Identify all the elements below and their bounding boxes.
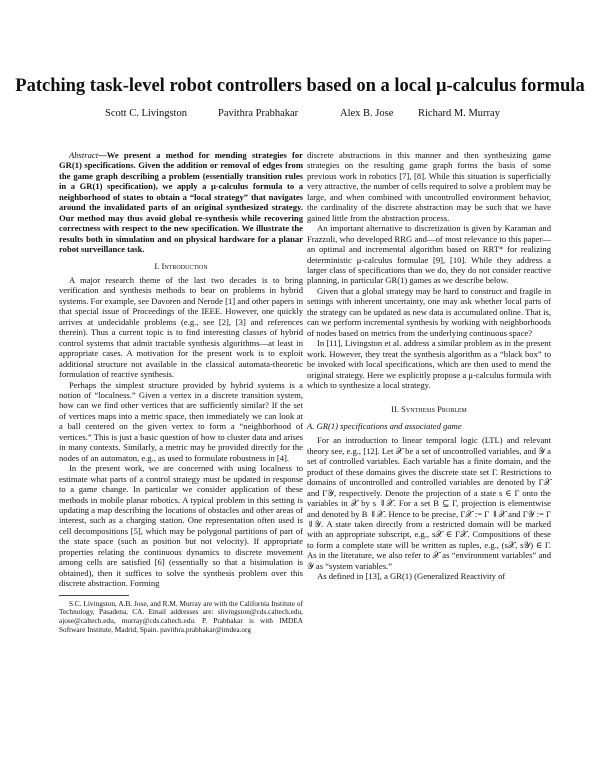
abstract-label: Abstract xyxy=(69,150,99,160)
body-paragraph: Given that a global strategy may be hard to construct and fragile in settings with inherent uncertainty, one may ask whether local parts of the strategy can be updated as new data is accumulated online. That is, can we perform incremental synthesis by working with neighborhoods of nodes based on metrics from the underlying continuous space? xyxy=(307,285,551,338)
abstract-dash: — xyxy=(98,150,107,160)
body-paragraph: Perhaps the simplest structure provided by hybrid systems is a notion of “localness.” Given a vertex in a discrete transition system, how can we find other vertices that are sufficiently similar? If the set of vertices maps into a metric space, then immediately we can look at a ball centered on the given vertex to form a “neighborhood of vertices.” This is just a basic question of how to cluster data and arises in many contexts. Similarly, a metric may be provided directly for the nodes of an automaton, e.g., as used to formulate robustness in [4]. xyxy=(59,379,303,463)
section-heading-introduction: I. Introduction xyxy=(154,260,208,271)
left-column xyxy=(59,150,303,635)
body-paragraph: As defined in [13], a GR(1) (Generalized Reactivity of xyxy=(317,571,506,582)
paper-title: Patching task-level robot controllers based on a local μ-calculus formula xyxy=(15,76,585,96)
body-paragraph: In [11], Livingston et al. address a similar problem as in the present work. However, they treat the synthesis algorithm as a “black box” to be invoked with local specifications, which are then used to mend the original strategy. Here we explicitly propose a μ-calculus formula with which to synthesize a local strategy. xyxy=(307,338,551,390)
body-paragraph: A major research theme of the last two decades is to bring verification and synthesis methods to bear on problems in hybrid systems. For example, see Davoren and Nerode [1] and other papers in that special issue of Proceedings of the IEEE. However, one quickly arrives at undecidable problems (e.g., see [2], [3] and references therein). Thus a current topic is to find interesting classes of hybrid control systems that admit tractable synthesis algorithms—at least in appropriate cases. A motivation for the present work is to exploit additional structure not available in the classical automata-theoretic formulation of reactive synthesis. xyxy=(59,274,303,380)
section-heading-synthesis-problem: II. Synthesis Problem xyxy=(391,404,467,415)
body-paragraph: In the present work, we are concerned with using localness to estimate what parts of a control strategy must be updated in response to a game change. In particular we consider application of these methods in mobile planar robotics. A typical problem in this setting is updating a map describing the locations of obstacles and other areas of interest, such as a charging station. One representation often used is cell decompositions [5], which may be polygonal partitions of part of the state space (such as position but not velocity). If appropriate properties relating the continuous dynamics to discrete movement among cells are satisfied [6] (essentially so that a bisimulation is obtained), then it suffices to solve the synthesis problem over this discrete abstraction. Forming xyxy=(59,463,303,589)
body-paragraph: For an introduction to linear temporal logic (LTL) and relevant theory see, e.g., [12]. Let 𝒳 be a set of uncontrolled variables, and 𝒴 a set of controlled variables. Each variable has a finite domain, and the product of these domains gives the discrete state set Γ. Restrictions to domains of uncontrolled and controlled variables are denoted by Γ𝒳 and Γ𝒴, respectively. Denote the projection of a state s ∈ Γ onto the variables in 𝒳 by s ⇓𝒳. For a set B ⊆ Γ, projection is elementwise and denoted by B ⇓𝒳. Hence to be precise, Γ𝒳 := Γ ⇓𝒳 and Γ𝒴 := Γ ⇓𝒴. A state taken directly from a restricted domain will be marked with an appropriate subscript, e.g., s𝒳 ∈ Γ𝒳. Compositions of these to form a complete state will be written as tuples, e.g., (s𝒳, s𝒴) ∈ Γ. As in the literature, we also refer to 𝒳 as “environment variables” and 𝒴 as “system variables.” xyxy=(307,435,551,571)
author-affiliation-footnote: S.C. Livingston, A.B. Jose, and R.M. Murray are with the California Institute of Technology, Pasadena, CA. Email addresses are: slivingston@cds.caltech.edu, ajose@caltech.edu, murray@cds.caltech.edu. P. Prabhakar is with IMDEA Software Institute, Madrid, Spain. pavithra.prabhakar@imdea.org xyxy=(59,598,303,635)
body-paragraph: An important alternative to discretization is given by Karaman and Frazzoli, who developed RRG and—of most relevance to this paper—an optimal and incremental algorithm based on RRT* for realizing deterministic μ-calculus formulae [9], [10]. While they address a larger class of specifications than we do, they do not consider reactive planning, in particular GR(1) games as we describe below. xyxy=(307,223,551,286)
footnote-divider xyxy=(59,595,129,596)
author-name: Richard M. Murray xyxy=(418,108,500,119)
abstract-text: We present a method for mending strategies for GR(1) specifications. Given the addition or removal of edges from the game graph describing a problem (essentially transition rules in a GR(1) specification), we apply a μ-calculus formula to a neighborhood of states to obtain a “local strategy” that navigates around the invalidated parts of an original synthesized strategy. Our method may thus avoid global re-synthesis while recovering correctness with respect to the new specification. We illustrate the results both in simulation and on physical hardware for a planar robot surveillance task. xyxy=(59,150,303,255)
body-paragraph: discrete abstractions in this manner and then synthesizing game strategies on the resulting game graph forms the basis of some previous work in robotics [7], [8]. While this situation is superficially very attractive, the number of cells required to solve a problem may be large, and when combined with uncontrolled environment behavior, the cardinality of the discrete abstraction may be such that we have gained little from the abstraction process. xyxy=(307,150,551,223)
author-name: Pavithra Prabhakar xyxy=(218,108,299,119)
subsection-heading-gr1: A. GR(1) specifications and associated game xyxy=(307,420,462,431)
author-name: Alex B. Jose xyxy=(340,108,394,119)
abstract xyxy=(59,150,303,255)
right-column xyxy=(307,150,551,582)
author-name: Scott C. Livingston xyxy=(105,108,187,119)
